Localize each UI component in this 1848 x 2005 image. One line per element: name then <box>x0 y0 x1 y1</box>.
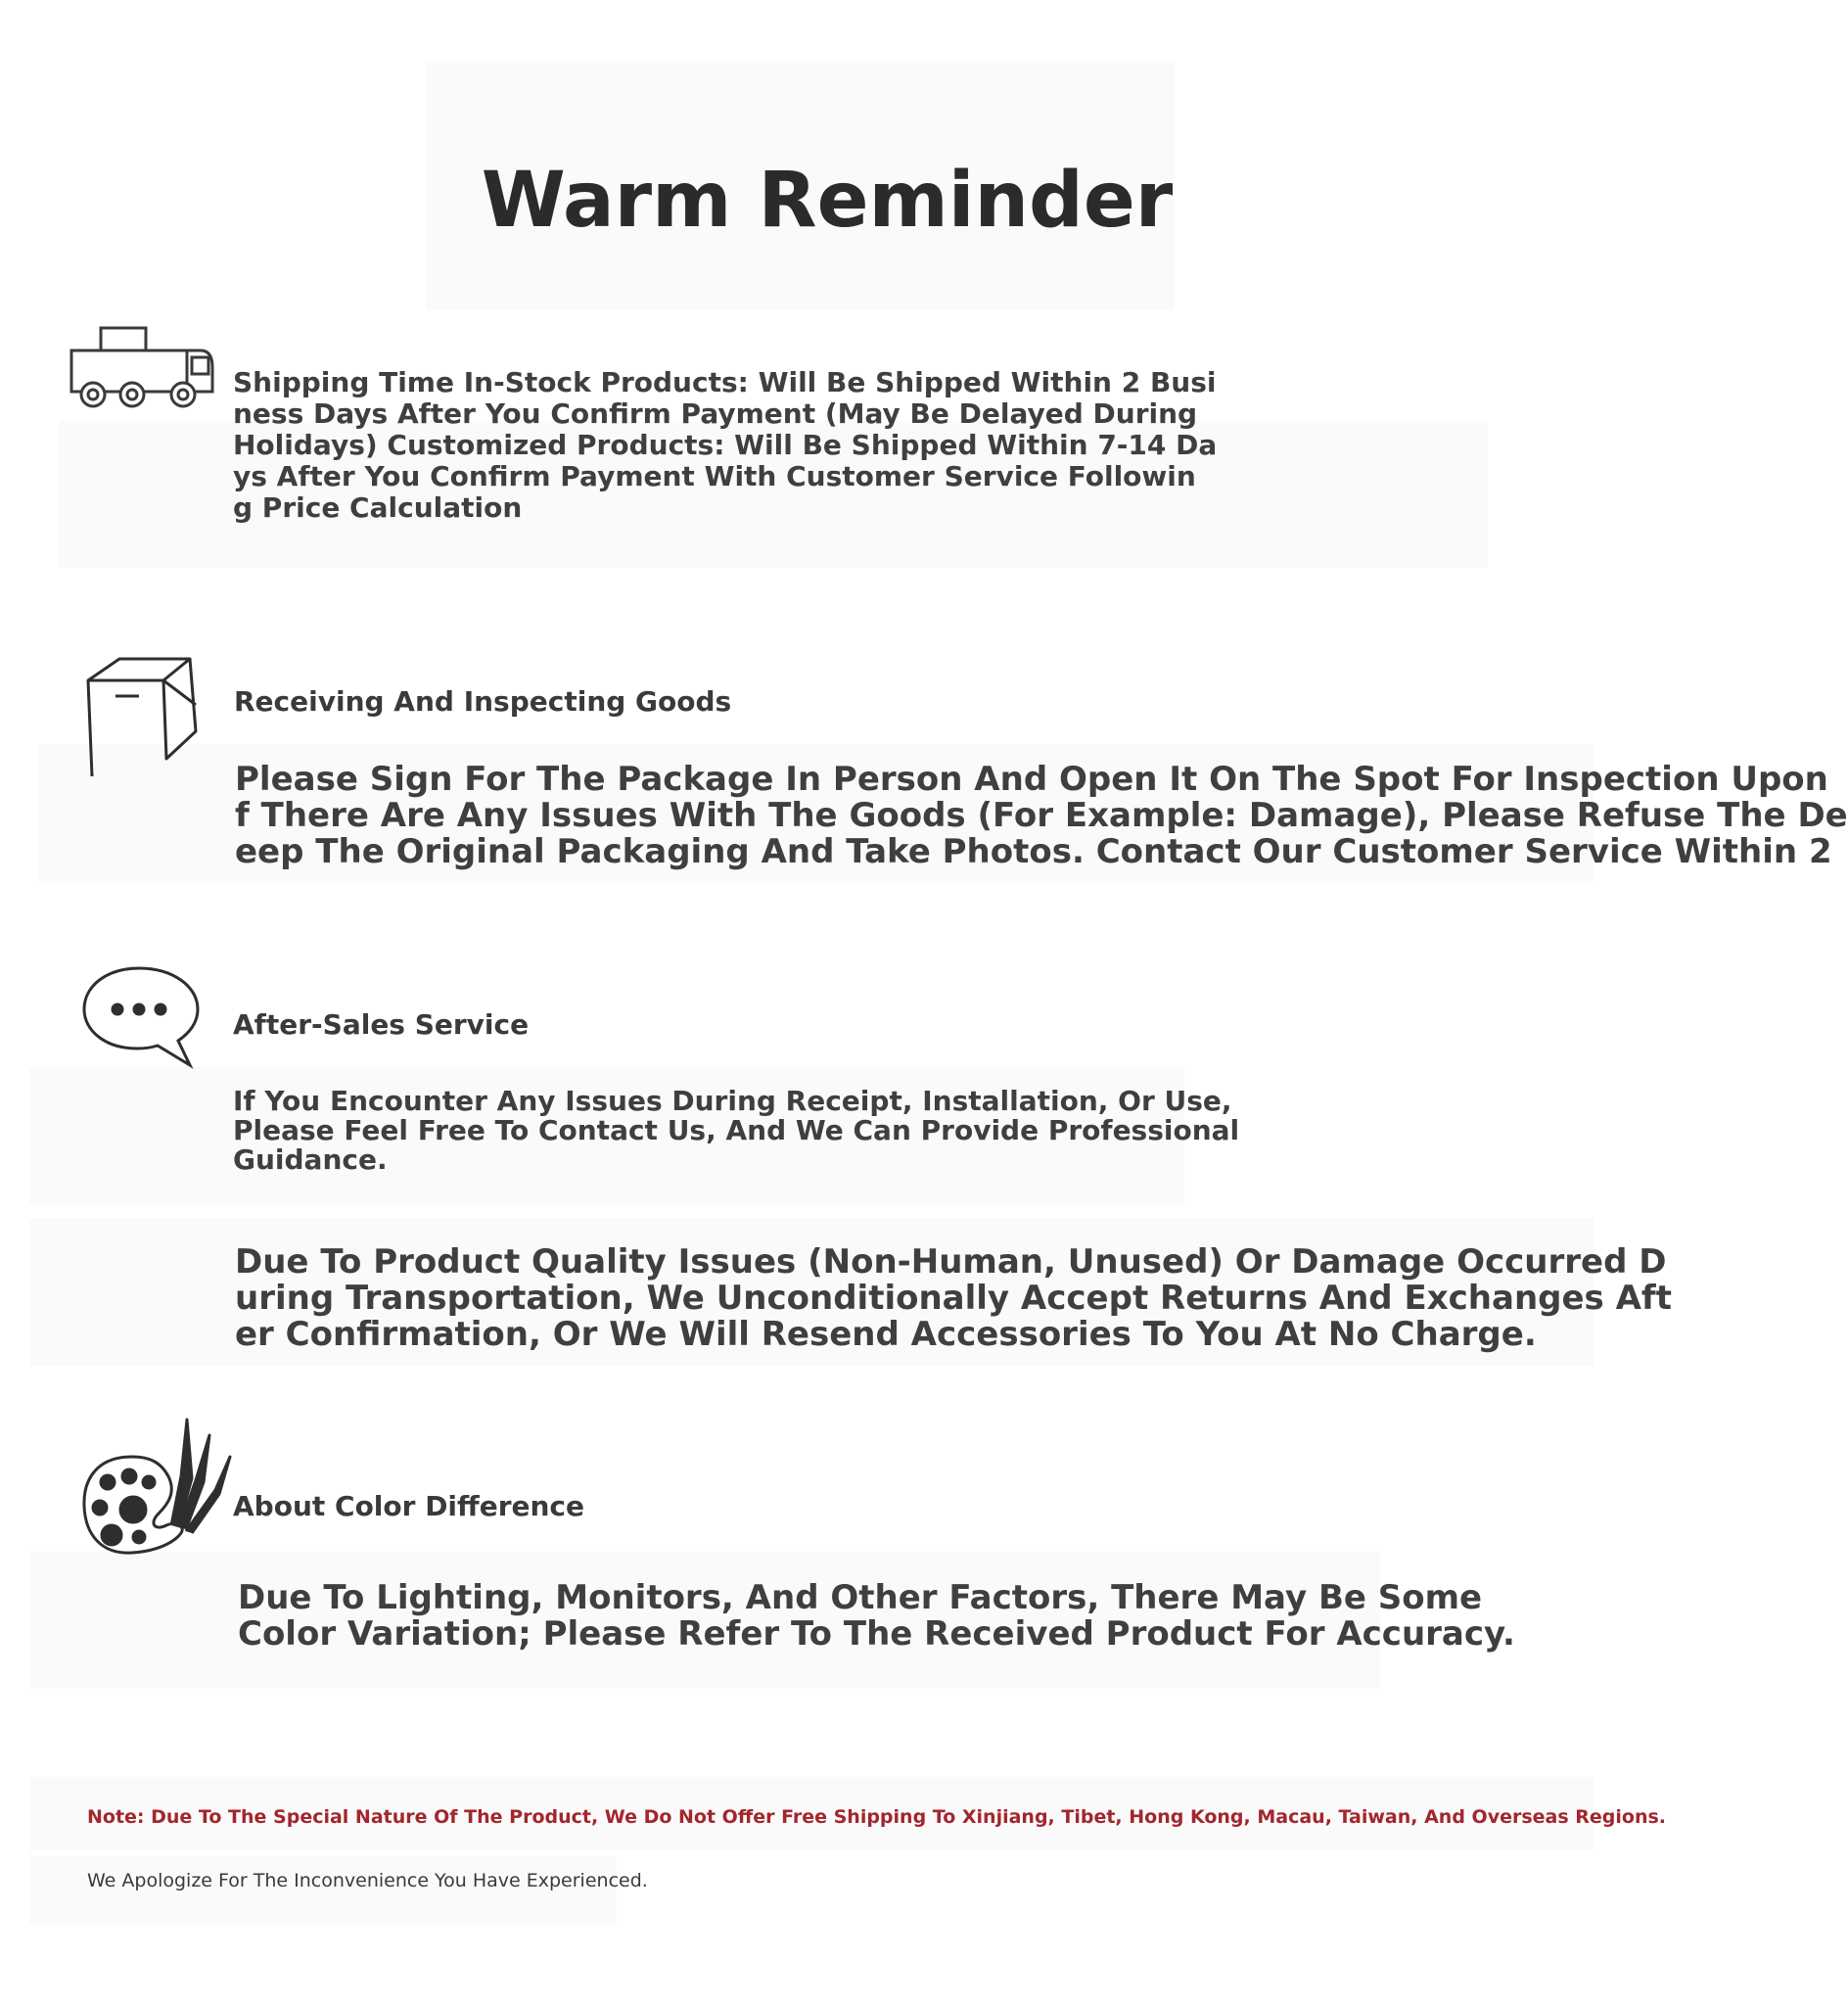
receiving-line: f There Are Any Issues With The Goods (For Example: Damage), Please Refuse The De <box>235 796 1848 835</box>
truck-icon <box>69 323 215 416</box>
receiving-heading: Receiving And Inspecting Goods <box>234 685 732 718</box>
shipping-line: ys After You Confirm Payment With Customer Service Followin <box>233 460 1196 492</box>
after-sales-heading: After-Sales Service <box>233 1008 530 1041</box>
returns-line: uring Transportation, We Unconditionally Accept Returns And Exchanges Aft <box>235 1279 1672 1318</box>
shipping-note: Note: Due To The Special Nature Of The Product, We Do Not Offer Free Shipping To Xinjiang, Tibet, Hong Kong, Macau, Taiwan, And Overseas Regions. <box>87 1806 1667 1828</box>
shipping-line: ness Days After You Confirm Payment (May Be Delayed During <box>233 397 1198 430</box>
apology-text: We Apologize For The Inconvenience You Have Experienced. <box>87 1870 648 1891</box>
after-sales-paragraph <box>233 1087 1239 1175</box>
receiving-line: eep The Original Packaging And Take Photos. Contact Our Customer Service Within 2 <box>235 832 1832 871</box>
color-paragraph <box>238 1580 1515 1653</box>
color-heading: About Color Difference <box>233 1490 585 1522</box>
paint-palette-icon <box>78 1418 235 1557</box>
returns-paragraph <box>235 1244 1672 1353</box>
after-sales-line: Guidance. <box>233 1143 388 1176</box>
receiving-paragraph <box>235 762 1848 870</box>
shipping-line: Holidays) Customized Products: Will Be Shipped Within 7-14 Da <box>233 429 1218 461</box>
receiving-line: Please Sign For The Package In Person And Open It On The Spot For Inspection Upon <box>235 760 1828 799</box>
returns-line: Due To Product Quality Issues (Non-Human, Unused) Or Damage Occurred D <box>235 1242 1667 1282</box>
shipping-line: g Price Calculation <box>233 491 523 524</box>
shipping-line: Shipping Time In-Stock Products: Will Be Shipped Within 2 Busi <box>233 366 1217 398</box>
page-title: Warm Reminder <box>481 157 1174 245</box>
shipping-paragraph <box>233 367 1217 524</box>
color-line: Due To Lighting, Monitors, And Other Factors, There May Be Some <box>238 1578 1483 1617</box>
chat-bubble-icon <box>80 964 203 1067</box>
after-sales-line: Please Feel Free To Contact Us, And We Can Provide Professional <box>233 1114 1240 1146</box>
color-line: Color Variation; Please Refer To The Received Product For Accuracy. <box>238 1614 1515 1654</box>
returns-line: er Confirmation, Or We Will Resend Accessories To You At No Charge. <box>235 1315 1537 1354</box>
open-box-icon <box>80 651 198 783</box>
after-sales-line: If You Encounter Any Issues During Receipt, Installation, Or Use, <box>233 1085 1232 1117</box>
